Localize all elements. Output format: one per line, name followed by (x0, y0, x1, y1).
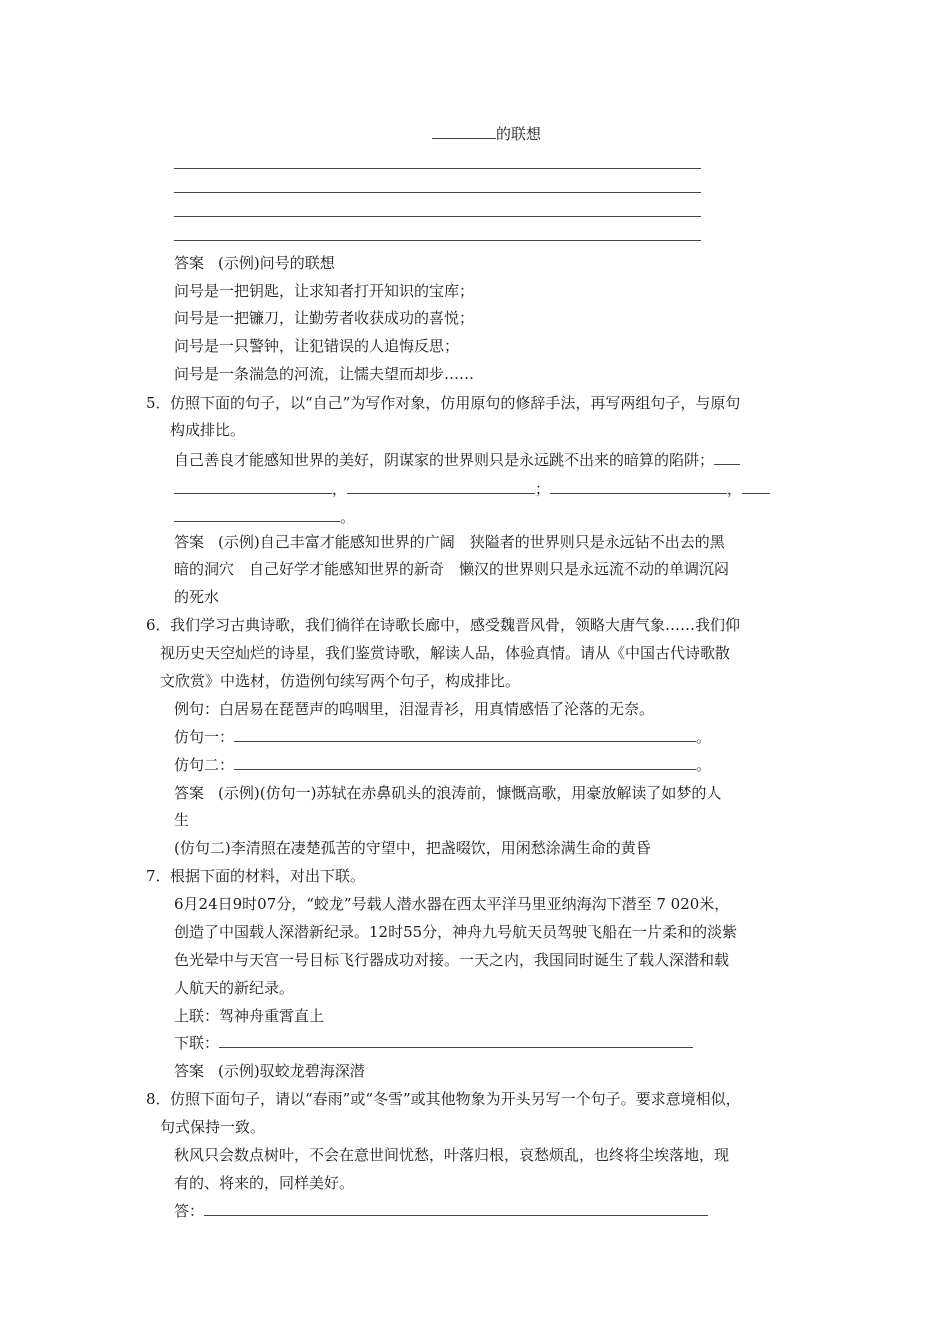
q8-sentence-line-1: 秋风只会数点树叶，不会在意世间忧愁，叶落归根，哀愁烦乱，也终将尘埃落地，现 (174, 1146, 730, 1164)
q5-blank-5[interactable] (742, 479, 770, 494)
q6-period: 。 (696, 756, 712, 774)
q5-comma: ， (727, 480, 743, 498)
answer-label: 答案 (174, 1062, 205, 1080)
q7-lower-label: 下联： (174, 1034, 220, 1052)
q5-blank-1[interactable] (714, 450, 740, 465)
q7-answer-text: (示例)驭蛟龙碧海深潜 (218, 1062, 365, 1080)
q8-prompt-line-2: 句式保持一致。 (160, 1118, 266, 1136)
writing-line-4[interactable] (174, 240, 701, 241)
q8-prompt-line-1: 仿照下面句子，请以“春雨”或“冬雪”或其他物象为开头另写一个句子。要求意境相似， (170, 1090, 741, 1108)
q5-fill-line (174, 479, 770, 499)
top-answer-heading (174, 253, 335, 273)
q6-fill-2-label: 仿句二： (174, 756, 235, 774)
q5-sentence-line (174, 450, 740, 470)
q8-answer-blank[interactable] (204, 1201, 708, 1216)
question-number-8: 8． (146, 1090, 171, 1108)
answer-title: (示例)问号的联想 (218, 254, 335, 272)
question-number-5: 5． (146, 394, 171, 412)
q6-example: 例句：白居易在琵琶声的呜咽里，泪湿青衫，用真情感悟了沦落的无奈。 (174, 700, 655, 718)
question-number-6: 6． (146, 616, 171, 634)
q5-blank-2[interactable] (174, 479, 332, 494)
q5-answer-line-2: 暗的洞穴 自己好学才能感知世界的新奇 懒汉的世界则只是永远流不动的单调沉闷 (174, 560, 730, 578)
answer-label: 答案 (174, 784, 205, 802)
q6-fill-1-blank[interactable] (234, 727, 696, 742)
title-line (432, 124, 541, 144)
q5-answer-text: (示例)自己丰富才能感知世界的广阔 狭隘者的世界则只是永远钻不出去的黑 (218, 533, 725, 551)
q5-prompt-line-2: 构成排比。 (170, 421, 246, 439)
q5-semicolon: ； (535, 480, 551, 498)
q5-prompt-line-1: 仿照下面的句子，以“自己”为写作对象，仿用原句的修辞手法，再写两组句子，与原句 (170, 394, 741, 412)
q6-period: 。 (696, 728, 712, 746)
q7-lower-couplet (174, 1033, 693, 1053)
q5-answer-line-1 (174, 532, 725, 552)
q7-material-line-1: 6月24日9时07分，“蛟龙”号载人潜水器在西太平洋马里亚纳海沟下潜至 7 020米， (174, 895, 730, 913)
q5-period: 。 (340, 508, 356, 526)
writing-line-2[interactable] (174, 192, 701, 193)
q6-fill-1 (174, 727, 711, 747)
q6-answer-line-2: 生 (174, 811, 190, 829)
question-number-7: 7． (146, 867, 171, 885)
q7-material-line-2: 创造了中国载人深潜新纪录。12时55分，神舟九号航天员驾驶飞船在一片柔和的淡紫 (174, 923, 738, 941)
q5-comma: ， (332, 480, 348, 498)
answer-label: 答案 (174, 533, 205, 551)
q7-prompt: 根据下面的材料，对出下联。 (170, 867, 366, 885)
q6-answer-text: (示例)(仿句一)苏轼在赤鼻矶头的浪涛前，慷慨高歌，用豪放解读了如梦的人 (218, 784, 722, 802)
q6-prompt-line-2: 视历史天空灿烂的诗星，我们鉴赏诗歌，解读人品，体验真情。请从《中国古代诗歌散 (160, 644, 731, 662)
q7-material-line-3: 色光晕中与天宫一号目标飞行器成功对接。一天之内，我国同时诞生了载人深潜和载 (174, 951, 730, 969)
q5-blank-3[interactable] (347, 479, 535, 494)
q6-fill-1-label: 仿句一： (174, 728, 235, 746)
q7-lower-blank[interactable] (219, 1033, 693, 1048)
q6-fill-2 (174, 755, 711, 775)
q6-answer-line-1 (174, 783, 721, 803)
answer-line: 问号是一把钥匙，让求知者打开知识的宝库； (174, 282, 475, 300)
q5-blank-4[interactable] (550, 479, 727, 494)
q6-prompt-line-3: 文欣赏》中选材，仿造例句续写两个句子，构成排比。 (160, 672, 521, 690)
answer-line: 问号是一把镰刀，让勤劳者收获成功的喜悦； (174, 309, 475, 327)
q8-sentence-line-2: 有的、将来的，同样美好。 (174, 1174, 355, 1192)
answer-line: 问号是一只警钟，让犯错误的人追悔反思； (174, 337, 460, 355)
q5-fill-line-end (174, 507, 355, 527)
q6-prompt-line-1: 我们学习古典诗歌，我们徜徉在诗歌长廊中，感受魏晋风骨，领略大唐气象……我们仰 (170, 616, 741, 634)
title-blank[interactable] (432, 124, 496, 139)
q8-answer (174, 1201, 708, 1221)
q7-answer (174, 1061, 365, 1081)
q7-material-line-4: 人航天的新纪录。 (174, 979, 295, 997)
answer-line: 问号是一条湍急的河流，让懦夫望而却步…… (174, 365, 475, 383)
q5-answer-line-3: 的死水 (174, 588, 220, 606)
writing-line-1[interactable] (174, 168, 701, 169)
q6-answer-line-3: (仿句二)李清照在凄楚孤苦的守望中，把盏啜饮，用闲愁涂满生命的黄昏 (174, 839, 651, 857)
writing-line-3[interactable] (174, 216, 701, 217)
q5-sentence: 自己善良才能感知世界的美好，阴谋家的世界则只是永远跳不出来的暗算的陷阱； (174, 451, 715, 469)
title-suffix: 的联想 (496, 125, 542, 143)
q5-blank-6[interactable] (174, 507, 340, 522)
q7-upper-couplet: 上联：驾神舟重霄直上 (174, 1007, 325, 1025)
answer-label: 答案 (174, 254, 205, 272)
q8-answer-label: 答： (174, 1202, 205, 1220)
q6-fill-2-blank[interactable] (234, 755, 696, 770)
